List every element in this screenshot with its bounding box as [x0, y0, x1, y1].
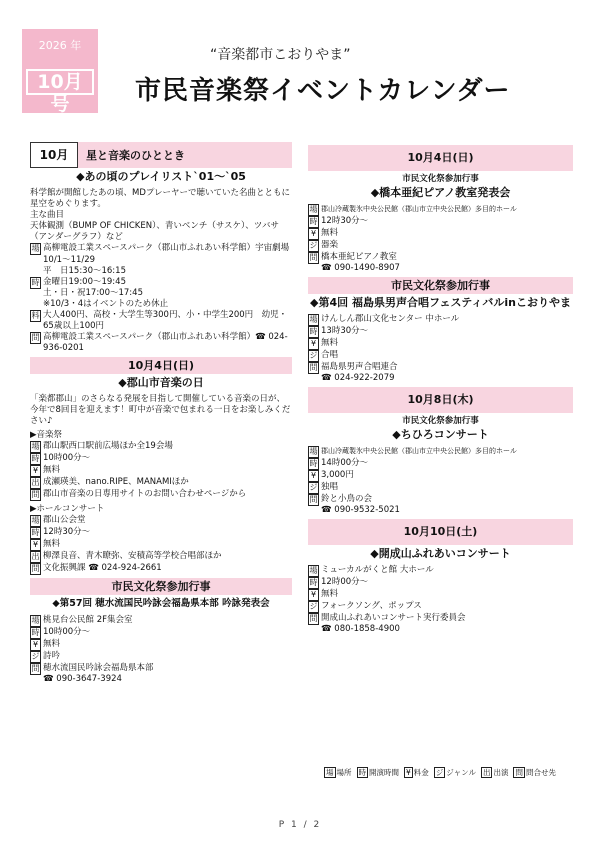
- fee-tag: ¥: [30, 539, 41, 551]
- contact-tag: 問: [31, 664, 40, 673]
- time-tag: 時: [31, 454, 40, 463]
- place-value: 高柳電設工業スペースパーク（郡山市ふれあい科学館）宇宙劇場: [43, 243, 290, 253]
- page-title: 市民音楽祭イベントカレンダー: [135, 76, 511, 106]
- main-songs: 天体観測（BUMP OF CHICKEN）、青いベンチ（サスケ）、ツバサ（アンダーグラフ）など: [30, 221, 280, 242]
- genre-row: [308, 350, 573, 362]
- place-row: [30, 615, 292, 627]
- fee-row: [308, 589, 573, 601]
- place-row: [308, 446, 573, 458]
- right-column: [308, 142, 573, 635]
- contact-name: 橋本亜紀ピアノ教室: [321, 252, 397, 262]
- time-row: [308, 458, 573, 470]
- fee-value: 無料: [43, 639, 61, 649]
- place-row: [308, 204, 573, 216]
- genre-value: 器楽: [321, 240, 339, 250]
- fee-row: [308, 228, 573, 240]
- time-value: 12時00分～: [321, 577, 369, 587]
- legend-time-label: 開演時間: [369, 768, 399, 777]
- time-weekend: 土・日・祝17:00～17:45: [43, 288, 143, 298]
- event-title: ◆橋本亜紀ピアノ教室発表会: [370, 186, 511, 199]
- place-row: [308, 565, 573, 577]
- fee-tag: ¥: [308, 338, 319, 350]
- fee-tag: ¥: [30, 465, 41, 477]
- contact-row: [30, 663, 292, 685]
- contact-row: [308, 252, 573, 274]
- performer-tag: 出: [31, 478, 40, 487]
- legend-place-label: 場所: [336, 768, 352, 777]
- time-note: ※10/3・4はイベントのため休止: [43, 299, 169, 309]
- main-songs-label: 主な曲目: [30, 210, 65, 220]
- fee-row: [30, 310, 292, 332]
- place-value: ミューカルがくと館 大ホール: [321, 565, 434, 575]
- page-subtitle: “音楽都市こおりやま”: [210, 47, 351, 63]
- contact-values: [321, 494, 573, 516]
- event-title: ◆あの頃のプレイリスト`01～`05: [76, 170, 246, 183]
- time-row: [308, 326, 573, 338]
- time-row: [308, 577, 573, 589]
- legend-genre-label: ジャンル: [446, 768, 476, 777]
- place-value: 郡山冷蔵製氷中央公民館（郡山市立中央公民館）多目的ホール: [321, 205, 517, 213]
- legend-place: [324, 767, 352, 778]
- place-tag: 場: [309, 447, 318, 456]
- genre-value: フォークソング、ポップス: [321, 601, 422, 611]
- contact-row: [308, 613, 573, 635]
- place-row: [30, 515, 292, 527]
- contact-row: [308, 362, 573, 384]
- time-range: 10/1～11/29: [43, 255, 96, 265]
- fee-row: [308, 338, 573, 350]
- fee-value: 無料: [321, 338, 339, 348]
- performer-row: [30, 477, 292, 489]
- legend-fee: [404, 767, 429, 778]
- genre-tag: ジ: [309, 351, 318, 360]
- date-bar: 10月4日(日): [308, 145, 573, 171]
- event-title: ◆郡山市音楽の日: [118, 376, 204, 389]
- place-tag: 場: [31, 516, 40, 525]
- time-row: [30, 255, 292, 310]
- contact-row: [30, 563, 292, 575]
- genre-tag: ジ: [31, 652, 40, 661]
- tag-legend: [324, 767, 556, 778]
- place-value: 郡山冷蔵製氷中央公民館（郡山市立中央公民館）多目的ホール: [321, 447, 517, 455]
- contact-name: 福島県男声合唱連合: [321, 362, 398, 372]
- time-tag: 時: [309, 217, 318, 226]
- time-row: [30, 453, 292, 465]
- date-bar: 10月10日(土): [308, 519, 573, 545]
- contact-tag: 問: [309, 495, 318, 504]
- contact-values: [321, 613, 573, 635]
- issue-badge: [22, 29, 98, 113]
- place-tag: 場: [31, 244, 40, 253]
- contact-phone: ☎ 090-1490-8907: [321, 263, 400, 273]
- time-tag: 時: [31, 278, 40, 287]
- time-tag: 時: [309, 327, 318, 336]
- page-number: P 1 / 2: [278, 820, 322, 830]
- contact-values: [43, 663, 292, 685]
- contact-row: [30, 332, 292, 354]
- place-tag: 場: [309, 205, 318, 214]
- time-row: [30, 527, 292, 539]
- legend-time-tag: 時: [358, 768, 366, 777]
- place-value: けんしん郡山文化センター 中ホール: [321, 314, 460, 324]
- contact-phone: ☎ 090-3647-3924: [43, 674, 122, 684]
- time-value: 13時30分～: [321, 326, 369, 336]
- legend-performer: [481, 767, 509, 778]
- issue-month: 10月号: [26, 69, 94, 95]
- contact-tag: 問: [31, 333, 40, 342]
- contact-tag: 問: [31, 490, 40, 499]
- genre-row: [308, 601, 573, 613]
- legend-fee-tag: ¥: [406, 768, 411, 777]
- place-value: 桃見台公民館 2F集会室: [43, 615, 133, 625]
- subsection-heading: ▶ホールコンサート: [30, 504, 105, 514]
- legend-genre-tag: ジ: [435, 768, 444, 777]
- contact-values: [321, 362, 573, 384]
- genre-value: 独唱: [321, 482, 339, 492]
- fee-tag: ¥: [308, 228, 319, 240]
- genre-row: [308, 240, 573, 252]
- fee-value: 3,000円: [321, 470, 354, 480]
- contact-value: 高柳電設工業スペースパーク（郡山市ふれあい科学館）☎ 024-936-0201: [43, 332, 288, 353]
- time-row: [30, 627, 292, 639]
- fee-value: 無料: [43, 539, 61, 549]
- legend-contact: [513, 767, 556, 778]
- place-tag: 場: [309, 315, 318, 324]
- place-tag: 場: [31, 616, 40, 625]
- left-column: [30, 142, 292, 685]
- time-values: [43, 255, 292, 310]
- performer-value: 柳澤良音、青木瞭弥、安積高等学校合唱部ほか: [43, 551, 222, 561]
- fee-row: [30, 539, 292, 551]
- legend-genre: [434, 767, 476, 778]
- time-tag: 時: [31, 528, 40, 537]
- subsection-heading: ▶音楽祭: [30, 430, 63, 440]
- time-value: 12時30分～: [321, 216, 369, 226]
- legend-contact-label: 問合せ先: [525, 768, 556, 777]
- series-title: 星と音楽のひととき: [78, 142, 292, 168]
- contact-tag: 問: [31, 564, 40, 573]
- event-title: ◆第57回 穂水流国民吟詠会福島県本部 吟詠発表会: [52, 598, 270, 609]
- contact-name: 開成山ふれあいコンサート実行委員会: [321, 613, 466, 623]
- fee-row: [308, 470, 573, 482]
- date-bar: 10月8日(木): [308, 387, 573, 413]
- event-description: 科学館が開館したあの頃、MDプレーヤーで聴いていた名曲とともに星空をめぐります。: [30, 188, 291, 209]
- time-tag: 時: [309, 459, 318, 468]
- legend-performer-tag: 出: [482, 768, 491, 777]
- genre-tag: ジ: [309, 602, 318, 611]
- fee-tag: ¥: [308, 470, 319, 482]
- contact-name: 鈴と小鳥の会: [321, 494, 373, 504]
- category-bar: 市民文化祭参加行事: [30, 578, 292, 595]
- fee-row: [30, 639, 292, 651]
- fee-tag: ¥: [308, 589, 319, 601]
- issue-year: 2026 年: [38, 39, 82, 52]
- event-category: 市民文化祭参加行事: [402, 416, 479, 426]
- time-friday: 金曜日19:00～19:45: [43, 277, 126, 287]
- contact-values: [321, 252, 573, 274]
- legend-performer-label: 出演: [493, 768, 509, 777]
- time-value: 14時00分～: [321, 458, 369, 468]
- genre-value: 詩吟: [43, 651, 61, 661]
- event-title: ◆開成山ふれあいコンサート: [370, 547, 511, 560]
- month-label: 10月: [30, 142, 78, 168]
- time-tag: 時: [309, 578, 318, 587]
- time-value: 12時30分～: [43, 527, 91, 537]
- contact-value: 郡山市音楽の日専用サイトのお問い合わせページから: [43, 489, 247, 499]
- fee-value: 無料: [321, 228, 339, 238]
- time-value: 10時00分～: [43, 453, 91, 463]
- time-row: [308, 216, 573, 228]
- time-tag: 時: [31, 628, 40, 637]
- fee-tag: ¥: [30, 639, 41, 651]
- contact-tag: 問: [309, 614, 318, 623]
- place-value: 郡山公会堂: [43, 515, 86, 525]
- genre-value: 合唱: [321, 350, 339, 360]
- contact-phone: ☎ 090-9532-5021: [321, 505, 400, 515]
- place-value: 郡山駅西口駅前広場ほか全19会場: [43, 441, 173, 451]
- legend-time: [357, 767, 400, 778]
- event-description: 「楽都郡山」のさらなる発展を目指して開催している音楽の日が、今年で8回目を迎えます！町中が音楽で包まれる一日をお楽しみください♪: [30, 394, 291, 426]
- fee-value: 無料: [43, 465, 61, 475]
- legend-contact-tag: 問: [515, 768, 523, 777]
- date-bar: 10月4日(日): [30, 357, 292, 374]
- performer-row: [30, 551, 292, 563]
- series-header: [30, 142, 292, 168]
- category-bar: 市民文化祭参加行事: [308, 277, 573, 294]
- legend-fee-label: 料金: [413, 768, 429, 777]
- genre-row: [30, 651, 292, 663]
- contact-tag: 問: [309, 253, 318, 262]
- place-row: [308, 314, 573, 326]
- fee-row: [30, 465, 292, 477]
- time-weekday: 平 日15:30～16:15: [43, 266, 126, 276]
- place-row: [30, 441, 292, 453]
- time-value: 10時00分～: [43, 627, 91, 637]
- place-tag: 場: [309, 566, 318, 575]
- fee-tag: 料: [31, 311, 40, 320]
- genre-row: [308, 482, 573, 494]
- contact-phone: ☎ 080-1858-4900: [321, 624, 400, 634]
- contact-row: [30, 489, 292, 501]
- contact-name: 穂水流国民吟詠会福島県本部: [43, 663, 154, 673]
- place-row: [30, 243, 292, 255]
- event-title: ◆第4回 福島県男声合唱フェスティバルinこおりやま: [310, 296, 571, 309]
- performer-value: 成瀬瑛美、nano.RIPE、MANAMIほか: [43, 477, 189, 487]
- legend-place-tag: 場: [326, 768, 334, 777]
- event-title: ◆ちひろコンサート: [392, 428, 489, 441]
- contact-phone: ☎ 024-922-2079: [321, 373, 395, 383]
- genre-tag: ジ: [309, 483, 318, 492]
- contact-row: [308, 494, 573, 516]
- contact-value: 文化振興課 ☎ 024-924-2661: [43, 563, 162, 573]
- fee-value: 大人400円、高校・大学生等300円、小・中学生200円 幼児・65歳以上100円: [43, 310, 288, 331]
- place-tag: 場: [31, 442, 40, 451]
- genre-tag: ジ: [309, 241, 318, 250]
- performer-tag: 出: [31, 552, 40, 561]
- fee-value: 無料: [321, 589, 339, 599]
- contact-tag: 問: [309, 363, 318, 372]
- event-category: 市民文化祭参加行事: [402, 174, 479, 184]
